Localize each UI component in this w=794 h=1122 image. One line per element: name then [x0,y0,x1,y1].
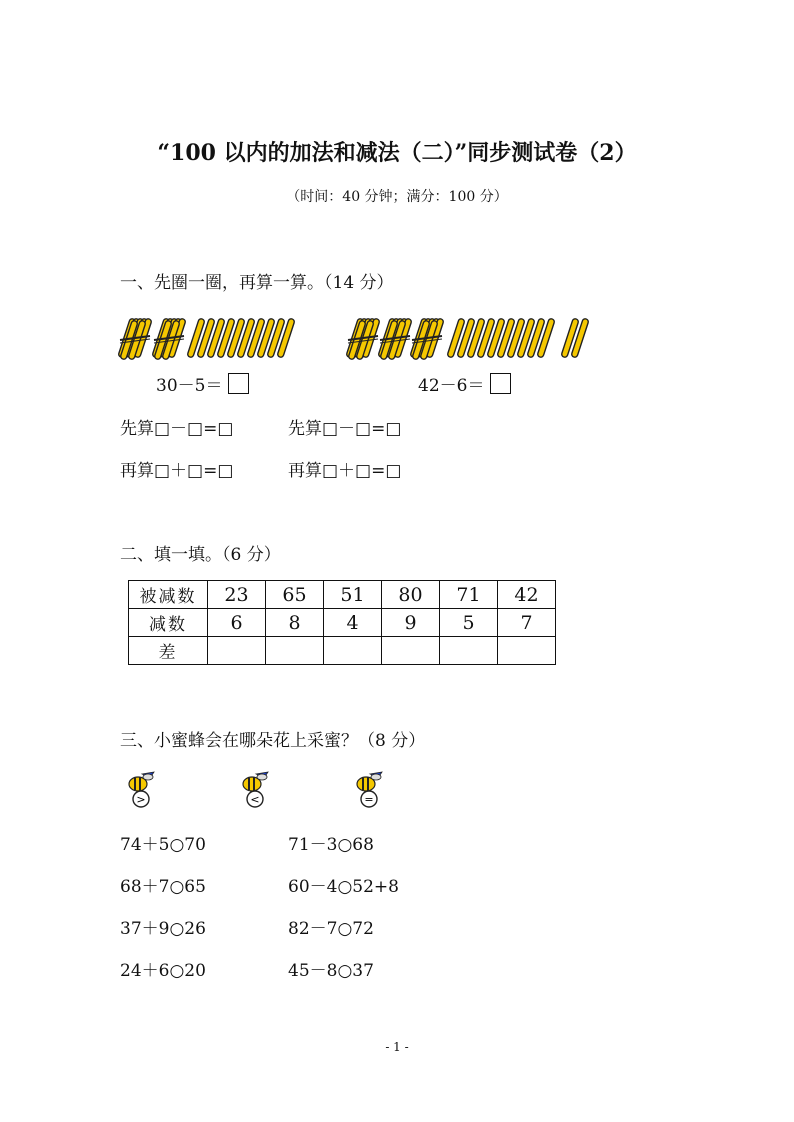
minuend-cell: 71 [440,581,498,609]
subtrahend-cell: 5 [440,609,498,637]
bee-icon [352,768,386,810]
left-equation-text: 30－5＝ [156,376,223,396]
table-row [129,609,556,637]
single-stick-icon [227,318,245,358]
single-stick-icon [447,318,465,358]
right-step2: 再算□＋□=□ [288,461,402,481]
page-number: - 1 - [385,1040,409,1054]
left-step1: 先算□－□=□ [120,419,234,439]
bee-sign: > [136,793,146,806]
subtraction-table [128,580,556,665]
single-stick-icon [207,318,225,358]
subtrahend-cell: 6 [208,609,266,637]
row-label-minuend: 被减数 [129,581,208,609]
compare-item-right: 45－8○37 [288,961,374,981]
compare-item-left: 74＋5○70 [120,835,206,855]
single-stick-icon [477,318,495,358]
single-stick-icon [247,318,265,358]
right-step1: 先算□－□=□ [288,419,402,439]
single-stick-icon [267,318,285,358]
single-stick-icon [187,318,205,358]
difference-answer-cell[interactable] [498,637,556,665]
section2-heading: 二、填一填。（6 分） [120,545,281,565]
single-stick-icon [277,318,295,358]
minuend-cell: 51 [324,581,382,609]
single-stick-icon [467,318,485,358]
single-stick-icon [517,318,535,358]
subtrahend-cell: 4 [324,609,382,637]
single-stick-icon [197,318,215,358]
answer-box[interactable] [490,373,511,394]
single-stick-icon [527,318,545,358]
minuend-cell: 65 [266,581,324,609]
compare-item-right: 71－3○68 [288,835,374,855]
minuend-cell: 80 [382,581,440,609]
compare-item-left: 68＋7○65 [120,877,206,897]
left-step2: 再算□＋□=□ [120,461,234,481]
left-equation [156,371,249,396]
right-equation [418,371,511,396]
stick-bundle-icon [378,318,412,360]
subtrahend-cell: 7 [498,609,556,637]
single-stick-icon [571,318,589,358]
minuend-cell: 23 [208,581,266,609]
compare-item-left: 37＋9○26 [120,919,206,939]
compare-item-left: 24＋6○20 [120,961,206,981]
single-stick-icon [457,318,475,358]
difference-answer-cell[interactable] [324,637,382,665]
compare-item-right: 82－7○72 [288,919,374,939]
stick-bundle-icon [346,318,380,360]
page-subtitle: （时间：40 分钟；满分：100 分） [286,189,508,205]
page-title: “100 以内的加法和减法（二）”同步测试卷（2） [157,140,637,166]
difference-answer-cell[interactable] [266,637,324,665]
section3-heading: 三、小蜜蜂会在哪朵花上采蜜？（8 分） [120,731,426,751]
single-stick-icon [561,318,579,358]
table-row [129,581,556,609]
right-equation-text: 42－6＝ [418,376,485,396]
difference-answer-cell[interactable] [382,637,440,665]
single-stick-icon [217,318,235,358]
subtrahend-cell: 9 [382,609,440,637]
single-stick-icon [497,318,515,358]
stick-bundle-icon [410,318,444,360]
difference-answer-cell[interactable] [440,637,498,665]
single-stick-icon [487,318,505,358]
minuend-cell: 42 [498,581,556,609]
bee-sign: < [250,793,260,806]
single-stick-icon [257,318,275,358]
bee-sign: = [364,793,374,806]
single-stick-icon [507,318,525,358]
row-label-difference: 差 [129,637,208,665]
bee-icon [124,768,158,810]
stick-bundle-icon [152,318,186,360]
stick-bundle-icon [118,318,152,360]
row-label-subtrahend: 减数 [129,609,208,637]
single-stick-icon [537,318,555,358]
bee-icon [238,768,272,810]
difference-answer-cell[interactable] [208,637,266,665]
section1-heading: 一、先圈一圈，再算一算。（14 分） [120,273,394,293]
compare-item-right: 60－4○52+8 [288,877,399,897]
single-stick-icon [237,318,255,358]
answer-box[interactable] [228,373,249,394]
subtrahend-cell: 8 [266,609,324,637]
table-row [129,637,556,665]
